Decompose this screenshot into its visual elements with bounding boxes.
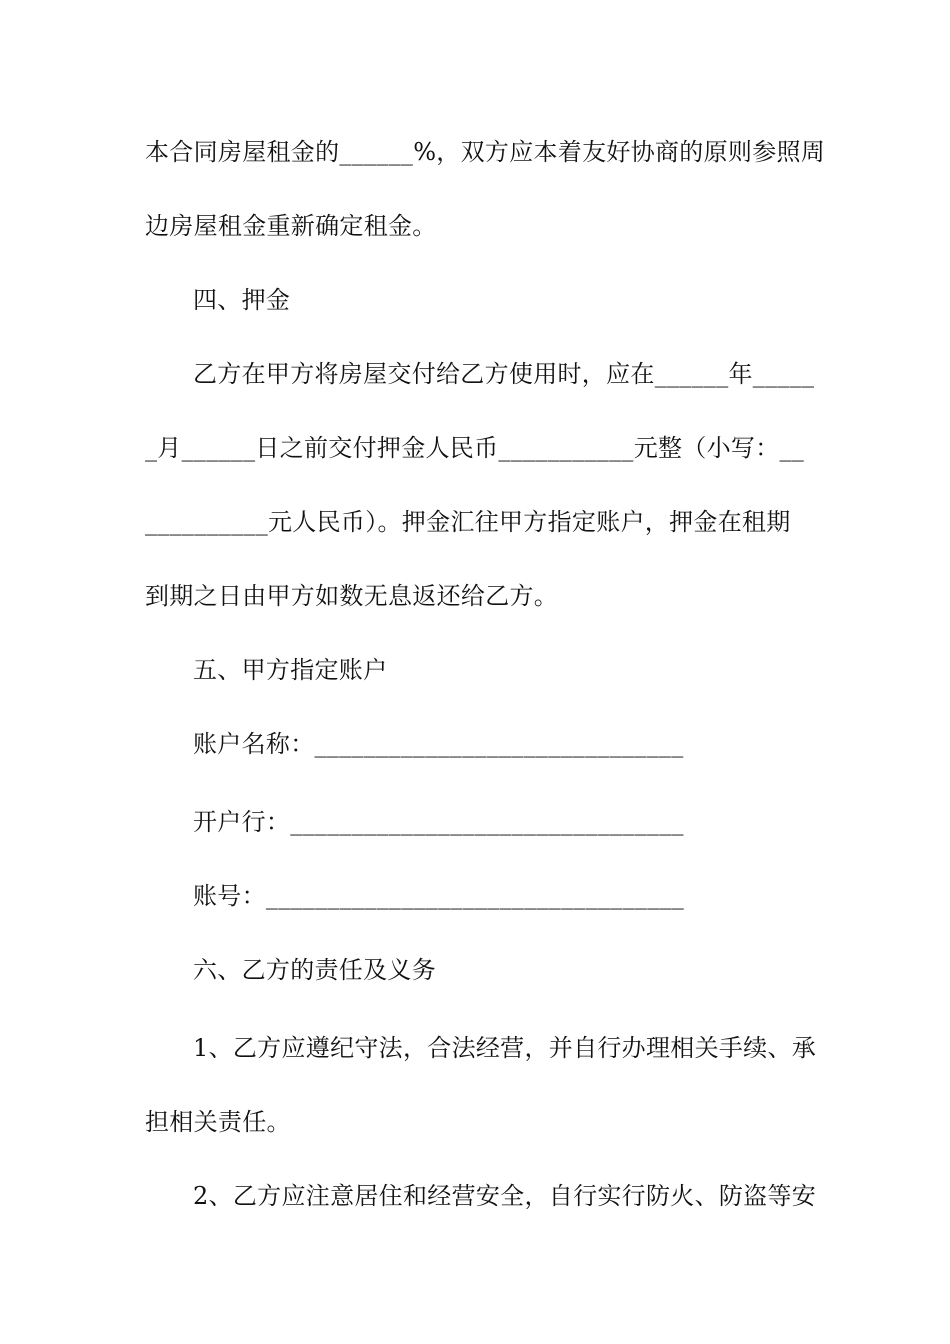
paragraph-line: 本合同房屋租金的______%，双方应本着友好协商的原则参照周 <box>145 138 826 166</box>
section-heading: 四、押金 <box>193 286 291 314</box>
section-heading: 五、甲方指定账户 <box>193 656 388 684</box>
paragraph-line: 2、乙方应注意居住和经营安全，自行实行防火、防盗等安 <box>193 1182 817 1210</box>
paragraph-line: 边房屋租金重新确定租金。 <box>145 212 437 240</box>
bank-field: 开户行：________________________________ <box>193 808 684 836</box>
paragraph-line: 担相关责任。 <box>145 1108 291 1136</box>
section-heading: 六、乙方的责任及义务 <box>193 956 436 984</box>
account-name-field: 账户名称：______________________________ <box>193 730 684 758</box>
account-number-field: 账号：__________________________________ <box>193 882 685 910</box>
paragraph-line: 乙方在甲方将房屋交付给乙方使用时，应在______年_____ <box>193 360 815 388</box>
paragraph-line: _月______日之前交付押金人民币___________元整（小写：__ <box>145 434 805 462</box>
paragraph-line: 到期之日由甲方如数无息返还给乙方。 <box>145 582 559 610</box>
paragraph-line: 1、乙方应遵纪守法，合法经营，并自行办理相关手续、承 <box>193 1034 817 1062</box>
paragraph-line: __________元人民币）。押金汇往甲方指定账户，押金在租期 <box>145 508 791 536</box>
